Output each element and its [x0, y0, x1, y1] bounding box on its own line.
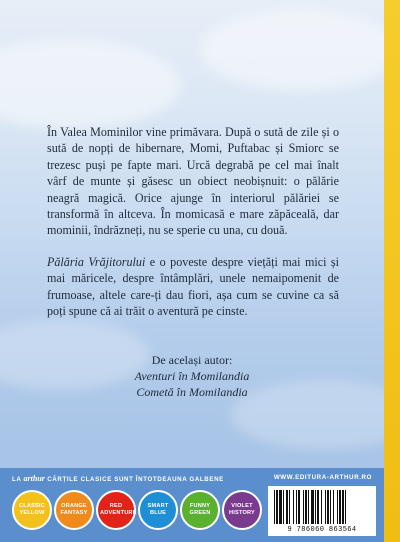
collection-badge: FUNNY GREEN: [180, 490, 220, 530]
barcode-bar: [276, 490, 278, 524]
barcode-bar: [345, 490, 346, 524]
barcode-bar: [289, 490, 290, 524]
barcode-bar: [317, 490, 319, 524]
barcode-bar: [274, 490, 275, 524]
barcode-bar: [315, 490, 316, 524]
barcode-bars: [274, 490, 370, 524]
publisher-logo-text: arthur: [23, 474, 45, 483]
cloud-decoration: [0, 40, 180, 130]
barcode-bar: [279, 490, 282, 524]
blurb-paragraph-2-text: e o poveste despre viețăți mai mici și mai măricele, despre întâmplări, unele nemaipomenit de frumoase, altele care-ți dau fiori, așa cum se cuvine ca să poți spune că ai trăit o aventură pe cinste.: [47, 254, 339, 319]
related-book-title: Cometă în Momilandia: [136, 385, 248, 399]
blurb: [47, 124, 339, 334]
book-spine-strip: [384, 0, 400, 542]
blurb-paragraph-1: În Valea Mominilor vine primăvara. După o sută de zile și o sută de nopți de hibernare, Momi, Puftabac și Smiorc se trezesc puși pe fapte mari. Urcă degrabă pe cel mai înalt vârf de munte și găsesc un obiect neobișnuit: o pălărie neagră magică. Orice ajunge în interiorul pălăriei se transformă în altceva. În momicasă e mare zăpăceală, dar mominii, îndrăzneți, nu se sperie cu una, cu două.: [47, 125, 339, 238]
barcode-bar: [283, 490, 284, 524]
barcode-bar: [311, 490, 314, 524]
collection-badge: VIOLET HISTORY: [222, 490, 262, 530]
barcode-bar: [286, 490, 288, 524]
collection-badge: CLASSIC YELLOW: [12, 490, 52, 530]
isbn-barcode: [268, 486, 376, 536]
barcode-bar: [321, 490, 322, 524]
barcode-bar: [308, 490, 309, 524]
barcode-bar: [339, 490, 341, 524]
barcode-bar: [333, 490, 334, 524]
barcode-bar: [296, 490, 297, 524]
isbn-number: 9 786060 863564: [287, 526, 357, 534]
publisher-tagline: LA arthur CĂRȚILE CLASICE SUNT ÎNTOTDEAUNA GALBENE: [12, 474, 224, 483]
barcode-bar: [337, 490, 338, 524]
cloud-decoration: [200, 10, 384, 90]
collection-badge: RED ADVENTURE: [96, 490, 136, 530]
barcode-bar: [298, 490, 300, 524]
blurb-paragraph-2: [47, 254, 339, 320]
same-author-section: [0, 352, 384, 400]
book-title-inline: Pălăria Vrăjitorului: [47, 254, 146, 269]
barcode-bar: [293, 490, 294, 524]
barcode-bar: [330, 490, 331, 524]
same-author-heading: De același autor:: [151, 353, 233, 367]
barcode-bar: [303, 490, 304, 524]
related-book-title: Aventuri în Momilandia: [134, 369, 250, 383]
publisher-tagline-row: [12, 474, 372, 484]
publisher-website: WWW.EDITURA-ARTHUR.RO: [273, 474, 372, 481]
collection-badge: SMART BLUE: [138, 490, 178, 530]
barcode-bar: [305, 490, 307, 524]
collection-badge: ORANGE FANTASY: [54, 490, 94, 530]
barcode-bar: [342, 490, 344, 524]
barcode-bar: [325, 490, 326, 524]
barcode-bar: [327, 490, 329, 524]
